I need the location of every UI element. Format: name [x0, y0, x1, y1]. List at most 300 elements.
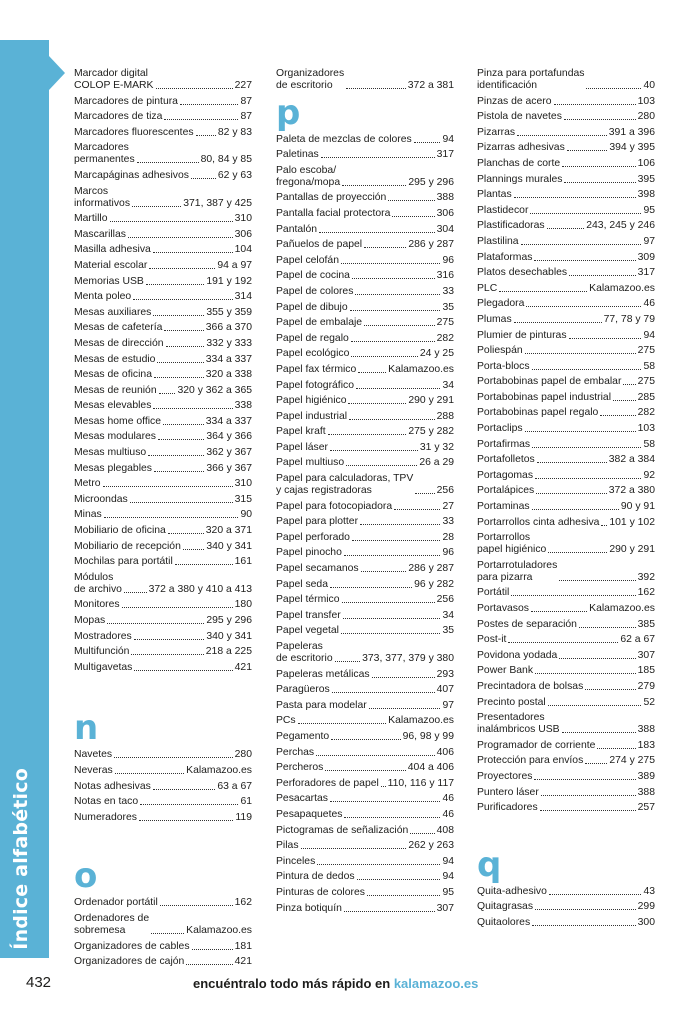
- entry-page: 320 y 362 a 365: [177, 384, 252, 396]
- entry-name: Marcapáginas adhesivos: [74, 169, 189, 181]
- index-entry: [276, 255, 454, 267]
- dot-leader: [346, 88, 406, 89]
- entry-page: 95: [442, 886, 454, 898]
- index-entry: [276, 747, 454, 759]
- entry-name: Organizadores de cajón: [74, 956, 185, 968]
- index-entry: [477, 560, 655, 584]
- entry-page: 31 y 32: [419, 441, 454, 453]
- entry-page: 191 y 192: [206, 275, 252, 287]
- index-entry: [74, 322, 252, 334]
- index-entry: [74, 170, 252, 182]
- entry-page: 58: [643, 438, 655, 450]
- index-entry: [74, 96, 252, 108]
- entry-page: 320 a 338: [205, 369, 252, 381]
- entry-name: Papel secamanos: [276, 563, 359, 575]
- entry-name: Papel industrial: [276, 410, 348, 422]
- entry-name: Pinza botiquín: [276, 902, 342, 914]
- dot-leader: [330, 450, 418, 451]
- entry-page: 372 a 380 y 410 a 413: [148, 583, 252, 595]
- entry-page: Kalamazoo.es: [388, 363, 454, 375]
- dot-leader: [547, 228, 585, 229]
- dot-leader: [532, 447, 641, 448]
- dot-leader: [154, 471, 204, 472]
- entry-name: Percheros: [276, 762, 324, 774]
- entry-name: Puntero láser: [477, 786, 539, 798]
- entry-page: 406: [436, 746, 454, 758]
- entry-page: Kalamazoo.es: [388, 715, 454, 727]
- entry-name: Marcadores permanentes: [74, 142, 135, 166]
- entry-name: Módulos de archivo: [74, 571, 122, 595]
- entry-page: 46: [442, 808, 454, 820]
- entry-name: Pictogramas de señalización: [276, 824, 409, 836]
- dot-leader: [392, 216, 434, 217]
- dot-leader: [585, 689, 635, 690]
- entry-name: Plegadora: [477, 298, 525, 310]
- entry-name: Plataformas: [477, 251, 533, 263]
- entry-name: Ordenador portátil: [74, 897, 158, 909]
- entry-name: Postes de separación: [477, 618, 577, 630]
- entry-name: Monitores: [74, 599, 120, 611]
- index-entry: [276, 856, 454, 868]
- dot-leader: [148, 455, 204, 456]
- entry-page: 24 y 25: [419, 348, 454, 360]
- index-entry: [477, 96, 655, 108]
- entry-name: Perchas: [276, 746, 315, 758]
- dot-leader: [325, 770, 405, 771]
- entry-page: 80, 84 y 85: [200, 154, 252, 166]
- entry-name: Plantas: [477, 189, 512, 201]
- entry-page: 181: [234, 940, 252, 952]
- dot-leader: [526, 306, 641, 307]
- entry-name: Mesas de estudio: [74, 353, 156, 365]
- dot-leader: [562, 166, 635, 167]
- entry-list-p-cont: [477, 68, 655, 814]
- index-entry: [74, 796, 252, 808]
- entry-page: 388: [637, 724, 655, 736]
- dot-leader: [139, 820, 233, 821]
- dot-leader: [364, 247, 406, 248]
- index-entry: [74, 416, 252, 428]
- index-entry: [74, 385, 252, 397]
- dot-leader: [344, 817, 440, 818]
- entry-name: Mesas home office: [74, 415, 162, 427]
- entry-page: 40: [643, 80, 655, 91]
- dot-leader: [369, 708, 441, 709]
- entry-page: 282: [436, 332, 454, 344]
- entry-name: Plastificadoras: [477, 220, 545, 232]
- entry-name: Portaclips: [477, 423, 523, 435]
- entry-page: 307: [436, 902, 454, 914]
- index-entry: [74, 68, 252, 92]
- dot-leader: [381, 786, 386, 787]
- index-entry: [477, 917, 655, 929]
- entry-page: 94: [442, 871, 454, 883]
- dot-leader: [352, 540, 440, 541]
- entry-list-p: [276, 134, 454, 915]
- dot-leader: [110, 221, 233, 222]
- entry-name: Papeleras metálicas: [276, 668, 370, 680]
- index-entry: [74, 525, 252, 537]
- entry-name: Papel de cocina: [276, 270, 350, 282]
- index-entry: [74, 941, 252, 953]
- dot-leader: [166, 346, 205, 347]
- dot-leader: [128, 237, 233, 238]
- entry-page: 310: [234, 478, 252, 490]
- dot-leader: [358, 372, 386, 373]
- entry-page: 52: [643, 696, 655, 708]
- index-entry: [74, 111, 252, 123]
- letter-heading-o: o: [74, 856, 98, 897]
- entry-page: 26 a 29: [419, 457, 454, 469]
- index-entry: [276, 426, 454, 438]
- index-entry: [276, 778, 454, 790]
- entry-page: 180: [234, 599, 252, 611]
- dot-leader: [532, 509, 619, 510]
- entry-page: 340 y 341: [206, 540, 252, 552]
- entry-name: Papel de colores: [276, 285, 354, 297]
- dot-leader: [535, 673, 636, 674]
- entry-name: Povidona yodada: [477, 649, 558, 661]
- dot-leader: [579, 627, 636, 628]
- dot-leader: [548, 552, 607, 553]
- dot-leader: [394, 509, 440, 510]
- dot-leader: [130, 502, 233, 503]
- entry-name: Papeleras de escritorio: [276, 641, 333, 664]
- letter-heading-p: p: [276, 92, 301, 133]
- index-entry: [477, 454, 655, 466]
- dot-leader: [156, 88, 233, 89]
- dot-leader: [410, 833, 434, 834]
- entry-name: PLC: [477, 282, 498, 294]
- entry-name: Precintadora de bolsas: [477, 680, 584, 692]
- index-entry: [74, 213, 252, 225]
- index-entry: [276, 134, 454, 146]
- entry-list-o-cont: [276, 68, 454, 92]
- index-entry: [276, 333, 454, 345]
- dot-leader: [511, 595, 635, 596]
- entry-page: 293: [436, 668, 454, 680]
- entry-name: Mesas de dirección: [74, 337, 164, 349]
- entry-name: Papel para plotter: [276, 516, 359, 528]
- dot-leader: [360, 524, 440, 525]
- dot-leader: [554, 104, 636, 105]
- index-entry: [477, 755, 655, 767]
- entry-page: 314: [234, 291, 252, 303]
- entry-name: Marcadores de tiza: [74, 111, 163, 123]
- dot-leader: [597, 748, 635, 749]
- entry-page: 389: [637, 770, 655, 782]
- index-entry: [276, 887, 454, 899]
- index-entry: [276, 149, 454, 161]
- dot-leader: [601, 525, 607, 526]
- entry-page: 407: [436, 684, 454, 696]
- entry-name: Numeradores: [74, 811, 137, 823]
- entry-name: Programador de corriente: [477, 739, 596, 751]
- dot-leader: [342, 602, 435, 603]
- entry-name: Pantalón: [276, 223, 318, 235]
- entry-list-o: [74, 897, 252, 968]
- side-tab-notch: [49, 56, 65, 90]
- entry-name: Presentadores inalámbricos USB: [477, 712, 560, 736]
- dot-leader: [569, 338, 642, 339]
- entry-page: 87: [240, 95, 252, 107]
- dot-leader: [540, 810, 636, 811]
- index-entry: [477, 603, 655, 615]
- entry-page: 282: [637, 407, 655, 419]
- index-entry: [74, 662, 252, 674]
- entry-page: 315: [234, 493, 252, 505]
- dot-leader: [164, 330, 203, 331]
- index-entry: [477, 142, 655, 154]
- entry-name: Pegamento: [276, 730, 330, 742]
- index-entry: [74, 646, 252, 658]
- index-entry: [276, 762, 454, 774]
- footer-tagline: [193, 976, 478, 991]
- dot-leader: [157, 362, 203, 363]
- index-entry: [276, 715, 454, 727]
- dot-leader: [114, 757, 233, 758]
- index-entry: [477, 787, 655, 799]
- dot-leader: [180, 104, 238, 105]
- index-entry: [276, 395, 454, 407]
- index-entry: [74, 307, 252, 319]
- entry-page: 33: [442, 516, 454, 528]
- entry-page: 97: [442, 699, 454, 711]
- entry-name: Planchas de corte: [477, 157, 561, 169]
- index-entry: [477, 111, 655, 123]
- dot-leader: [321, 157, 435, 158]
- dot-leader: [341, 633, 440, 634]
- dot-leader: [361, 571, 407, 572]
- entry-page: 391 a 396: [608, 126, 655, 138]
- entry-name: Papel celofán: [276, 254, 339, 266]
- dot-leader: [342, 185, 406, 186]
- dot-leader: [508, 642, 618, 643]
- dot-leader: [164, 119, 238, 120]
- entry-page: 58: [643, 360, 655, 372]
- dot-leader: [586, 88, 641, 89]
- dot-leader: [541, 795, 636, 796]
- entry-name: Mesas de cafetería: [74, 322, 163, 334]
- index-entry: [276, 684, 454, 696]
- entry-name: Papel fotográfico: [276, 379, 354, 391]
- entry-page: 96, 98 y 99: [402, 730, 454, 742]
- index-entry: [74, 812, 252, 824]
- dot-leader: [104, 517, 239, 518]
- index-entry: [74, 127, 252, 139]
- index-entry: [477, 485, 655, 497]
- entry-name: Pintura de dedos: [276, 871, 355, 883]
- entry-name: Portalápices: [477, 485, 535, 497]
- index-entry: [276, 473, 454, 497]
- entry-name: Marcadores fluorescentes: [74, 126, 194, 138]
- entry-name: Paragüeros: [276, 684, 330, 696]
- index-entry: [74, 276, 252, 288]
- entry-name: Pesacartas: [276, 793, 328, 805]
- dot-leader: [107, 623, 204, 624]
- entry-name: Mesas modulares: [74, 431, 157, 443]
- entry-page: Kalamazoo.es: [186, 924, 252, 936]
- entry-name: Plastidecor: [477, 204, 529, 216]
- entry-name: Papel para fotocopiadora: [276, 500, 393, 512]
- index-entry: [477, 127, 655, 139]
- index-entry: [276, 700, 454, 712]
- entry-name: Multifunción: [74, 646, 130, 658]
- entry-page: 286 y 287: [408, 239, 454, 251]
- entry-name: Mostradores: [74, 630, 132, 642]
- index-entry: [477, 205, 655, 217]
- index-entry: [276, 380, 454, 392]
- dot-leader: [414, 142, 441, 143]
- entry-name: Papel vegetal: [276, 625, 339, 637]
- index-entry: [276, 563, 454, 575]
- index-entry: [477, 189, 655, 201]
- index-entry: [276, 610, 454, 622]
- entry-page: 395: [637, 173, 655, 185]
- index-entry: [477, 252, 655, 264]
- index-entry: [74, 447, 252, 459]
- index-entry: [477, 68, 655, 92]
- dot-leader: [332, 692, 435, 693]
- entry-page: 382 a 384: [608, 454, 655, 466]
- entry-page: 33: [442, 285, 454, 297]
- index-entry: [74, 142, 252, 166]
- side-tab-label: Índice alfabético: [10, 768, 32, 950]
- dot-leader: [349, 419, 435, 420]
- entry-page: 275: [436, 317, 454, 329]
- entry-page: 119: [235, 811, 252, 823]
- entry-name: Pasta para modelar: [276, 699, 367, 711]
- dot-leader: [301, 848, 407, 849]
- dot-leader: [168, 533, 204, 534]
- entry-name: Papel térmico: [276, 594, 340, 606]
- entry-page: 392: [637, 571, 655, 583]
- index-entry: [276, 286, 454, 298]
- entry-name: Papel láser: [276, 441, 328, 453]
- entry-name: Papel perforado: [276, 531, 350, 543]
- index-entry: [74, 431, 252, 443]
- entry-name: Masilla adhesiva: [74, 244, 151, 256]
- index-entry: [276, 348, 454, 360]
- index-column-2: [276, 68, 454, 918]
- dot-leader: [163, 424, 204, 425]
- entry-name: Portarrotuladores para pizarra: [477, 559, 558, 583]
- entry-page: 43: [643, 885, 655, 897]
- dot-leader: [298, 723, 387, 724]
- index-entry: [276, 224, 454, 236]
- index-entry: [74, 463, 252, 475]
- entry-name: Portafolletos: [477, 454, 535, 466]
- dot-leader: [549, 894, 642, 895]
- index-entry: [477, 407, 655, 419]
- footer-link[interactable]: kalamazoo.es: [393, 976, 479, 991]
- entry-name: Papel multiuso: [276, 457, 345, 469]
- dot-leader: [335, 661, 361, 662]
- index-entry: [477, 634, 655, 646]
- entry-page: 62 a 67: [620, 634, 655, 646]
- index-entry: [74, 781, 252, 793]
- index-entry: [276, 793, 454, 805]
- entry-page: 61: [240, 796, 252, 808]
- entry-name: Navetes: [74, 749, 113, 761]
- index-entry: [477, 587, 655, 599]
- entry-page: 362 y 367: [206, 447, 252, 459]
- dot-leader: [331, 739, 400, 740]
- entry-page: 62 y 63: [217, 169, 252, 181]
- dot-leader: [115, 773, 184, 774]
- entry-page: 385: [637, 618, 655, 630]
- entry-page: 316: [436, 270, 454, 282]
- entry-name: Portabobinas papel industrial: [477, 391, 612, 403]
- index-entry: [477, 517, 655, 529]
- entry-name: Plastilina: [477, 235, 519, 247]
- entry-name: Neveras: [74, 764, 113, 776]
- dot-leader: [585, 763, 607, 764]
- entry-page: 96 y 282: [414, 578, 454, 590]
- index-entry: [477, 298, 655, 310]
- index-entry: [74, 765, 252, 777]
- dot-leader: [367, 895, 440, 896]
- dot-leader: [103, 486, 233, 487]
- entry-page: 285: [637, 391, 655, 403]
- dot-leader: [535, 478, 641, 479]
- index-entry: [477, 901, 655, 913]
- dot-leader: [134, 639, 205, 640]
- entry-page: 373, 377, 379 y 380: [362, 653, 454, 664]
- dot-leader: [330, 587, 412, 588]
- index-entry: [477, 174, 655, 186]
- index-entry: [74, 749, 252, 761]
- entry-page: 306: [234, 228, 252, 240]
- entry-page: 299: [637, 901, 655, 913]
- index-entry: [276, 594, 454, 606]
- entry-name: Marcos informativos: [74, 185, 131, 209]
- entry-name: Papel kraft: [276, 426, 326, 438]
- entry-page: 96: [442, 254, 454, 266]
- index-entry: [477, 886, 655, 898]
- entry-name: PCs: [276, 715, 296, 727]
- entry-page: 94: [643, 329, 655, 341]
- entry-name: Marcadores de pintura: [74, 95, 178, 107]
- index-entry: [477, 650, 655, 662]
- entry-name: Mesas multiuso: [74, 447, 147, 459]
- dot-leader: [158, 439, 204, 440]
- index-entry: [276, 871, 454, 883]
- entry-page: 256: [436, 485, 454, 497]
- entry-name: Pilas: [276, 840, 299, 852]
- dot-leader: [140, 804, 238, 805]
- dot-leader: [525, 431, 636, 432]
- entry-name: Poliespán: [477, 345, 523, 357]
- index-entry: [477, 712, 655, 736]
- dot-leader: [131, 654, 203, 655]
- dot-leader: [175, 564, 233, 565]
- entry-page: 290 y 291: [609, 544, 655, 556]
- entry-name: Portagomas: [477, 469, 534, 481]
- dot-leader: [341, 263, 440, 264]
- entry-page: 340 y 341: [206, 630, 252, 642]
- entry-page: 317: [637, 267, 655, 279]
- dot-leader: [564, 182, 635, 183]
- dot-leader: [548, 705, 642, 706]
- dot-leader: [559, 580, 635, 581]
- dot-leader: [534, 779, 635, 780]
- entry-page: 274 y 275: [609, 755, 655, 767]
- entry-name: Papel de embalaje: [276, 317, 363, 329]
- index-entry: [74, 186, 252, 210]
- dot-leader: [514, 197, 636, 198]
- entry-page: 275: [637, 376, 655, 388]
